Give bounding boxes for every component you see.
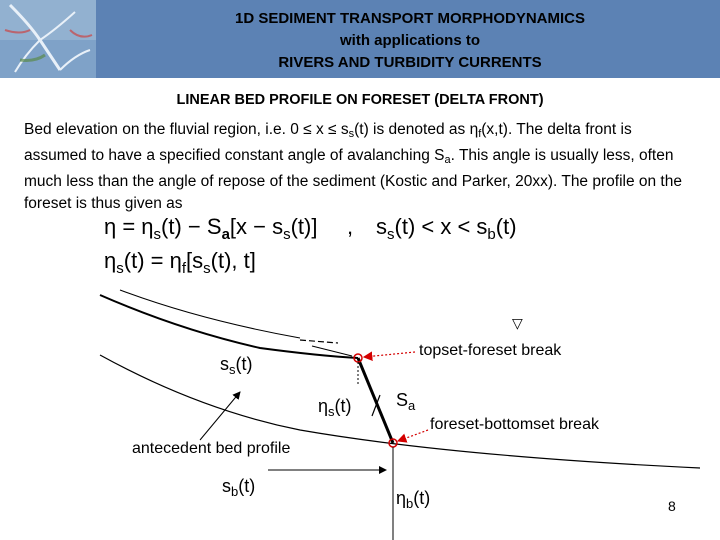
topset-foreset-break-label: topset-foreset break (419, 342, 562, 359)
body-sub1: s (348, 128, 355, 140)
etas-label (318, 396, 352, 419)
sb-label-sub: b (231, 484, 239, 499)
eq1-part-d: (t)] (290, 214, 318, 239)
eq1-sub-a: s (153, 226, 162, 243)
sb-label-tail: (t) (238, 476, 256, 496)
etas-label-tail: (t) (334, 396, 352, 416)
ss-label-main: s (220, 354, 229, 374)
eq1-part-a: η = η (104, 214, 154, 239)
eq1-sub-b: a (221, 226, 230, 243)
header-title-line2: with applications to (339, 32, 480, 49)
body-sub3: a (444, 154, 451, 166)
topset-break-arrow (364, 352, 415, 357)
sa-label-sub: a (408, 398, 416, 413)
eq1-part-f: (t) < x < s (394, 214, 488, 239)
equation-separator: , (347, 214, 354, 239)
eq2-part-d: (t), t] (210, 248, 256, 273)
antecedent-bed-label: antecedent bed profile (132, 440, 291, 457)
body-part4: . This angle is usually less, often much less than the angle of repose of the sediment (Kostic and Parker, 20xx). The profile on the foreset is thus given as (24, 147, 682, 212)
slide-subtitle: LINEAR BED PROFILE ON FORESET (DELTA FRONT) (176, 92, 544, 108)
body-part2: (t) is denoted as η (354, 121, 479, 138)
etab-label-sub: b (406, 496, 414, 511)
sa-label-main: S (396, 390, 409, 410)
body-part3: (x,t). The delta front is assumed to have a specified constant angle of avalanching S (24, 121, 632, 164)
water-surface-dash (300, 340, 338, 343)
slide-number: 8 (668, 498, 676, 514)
antecedent-pointer (200, 392, 240, 440)
eq1-part-e: s (376, 214, 387, 239)
eq1-part-b: (t) − S (161, 214, 222, 239)
water-surface-icon: ▽ (512, 315, 523, 331)
eq2-part-b: (t) = η (123, 248, 182, 273)
body-part1: Bed elevation on the fluvial region, i.e. 0 ≤ x ≤ s (24, 121, 349, 138)
sb-label-main: s (222, 476, 231, 496)
sa-label (396, 390, 415, 413)
ss-label (220, 354, 253, 377)
eq2-part-a: η (104, 248, 117, 273)
eq1-part-c: [x − s (229, 214, 284, 239)
foreset-bottomset-break-label: foreset-bottomset break (430, 416, 599, 433)
etab-label-tail: (t) (413, 488, 431, 508)
fluvial-bed-curve (100, 295, 358, 358)
eq1-sub-c: s (283, 226, 291, 243)
body-sub2: f (478, 128, 482, 140)
ss-label-tail: (t) (235, 354, 253, 374)
foreset-line (358, 358, 393, 443)
etas-label-sub: s (328, 404, 335, 419)
bottomset-break-arrow (398, 430, 428, 441)
eq2-sub-b: f (181, 260, 186, 277)
eq1-sub-f: b (487, 226, 496, 243)
etab-label-main: η (396, 488, 407, 508)
ss-label-sub: s (229, 362, 236, 377)
header-title-line3: RIVERS AND TURBIDITY CURRENTS (278, 54, 542, 71)
sb-label (222, 476, 255, 499)
eq1-part-g: (t) (495, 214, 517, 239)
etab-label (396, 488, 430, 511)
eq2-sub-a: s (116, 260, 124, 277)
eq2-sub-c: s (203, 260, 211, 277)
eq1-sub-e: s (387, 226, 395, 243)
header-title-line1: 1D SEDIMENT TRANSPORT MORPHODYNAMICS (234, 10, 586, 27)
etas-label-main: η (318, 396, 329, 416)
eq2-part-c: [s (186, 248, 204, 273)
